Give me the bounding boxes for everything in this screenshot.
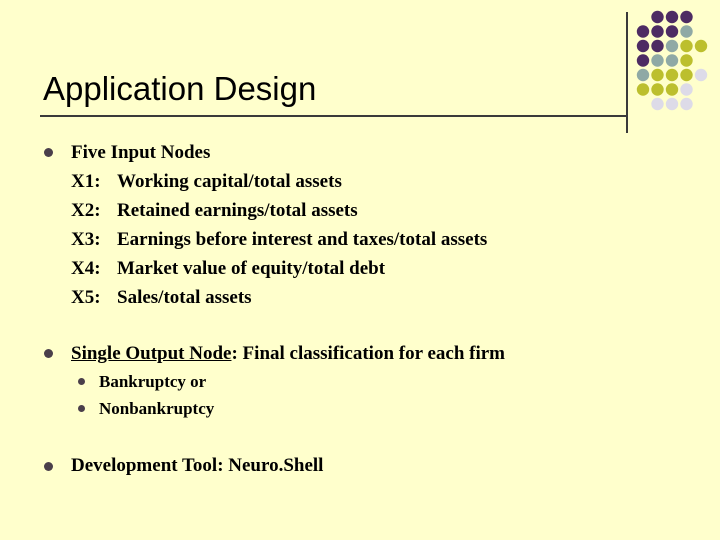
bullet-inputs-block [71, 138, 487, 312]
decor-dot [695, 69, 707, 81]
subbullet-icon [78, 378, 85, 385]
vertical-rule [626, 12, 628, 133]
bullet-tool-label: Development Tool: Neuro.Shell [71, 455, 324, 476]
input-row: X1: Working capital/total assets [71, 171, 342, 192]
decor-dot [637, 40, 649, 52]
input-row: X3: Earnings before interest and taxes/total assets [71, 229, 488, 250]
decor-dot [666, 98, 678, 110]
input-row: X5: Sales/total assets [71, 287, 252, 308]
title-underline [40, 115, 626, 117]
decor-dot [651, 83, 663, 95]
decor-dot [680, 11, 692, 23]
input-row: X4: Market value of equity/total debt [71, 258, 386, 279]
decor-dot [666, 69, 678, 81]
decor-dot [651, 98, 663, 110]
decor-dot [637, 54, 649, 66]
decor-dot [680, 40, 692, 52]
decor-dot [637, 69, 649, 81]
bullet-label: Five Input Nodes [71, 142, 211, 163]
decor-dot [695, 40, 707, 52]
slide-title: Application Design [43, 70, 317, 107]
decor-dot [666, 54, 678, 66]
decor-dot [680, 25, 692, 37]
decor-dot [666, 83, 678, 95]
decor-dot [637, 25, 649, 37]
bullet-icon [44, 148, 53, 157]
decor-dot [680, 69, 692, 81]
decor-dot [637, 83, 649, 95]
decor-dot [651, 69, 663, 81]
decor-dot [680, 54, 692, 66]
subbullet-icon [78, 405, 85, 412]
bullet-icon [44, 462, 53, 471]
decor-dot [666, 25, 678, 37]
bullet-icon [44, 349, 53, 358]
decor-dot [651, 25, 663, 37]
decor-dot [651, 40, 663, 52]
input-row: X2: Retained earnings/total assets [71, 200, 358, 221]
bullet-output-label: Single Output Node: Final classification for each firm [71, 343, 505, 364]
decor-dot [666, 11, 678, 23]
decor-dot [651, 54, 663, 66]
decor-dot [680, 83, 692, 95]
decor-dot [651, 11, 663, 23]
decor-dot [680, 98, 692, 110]
sub-item: Nonbankruptcy [99, 399, 215, 418]
sub-item: Bankruptcy or [99, 372, 207, 391]
decor-dot [666, 40, 678, 52]
